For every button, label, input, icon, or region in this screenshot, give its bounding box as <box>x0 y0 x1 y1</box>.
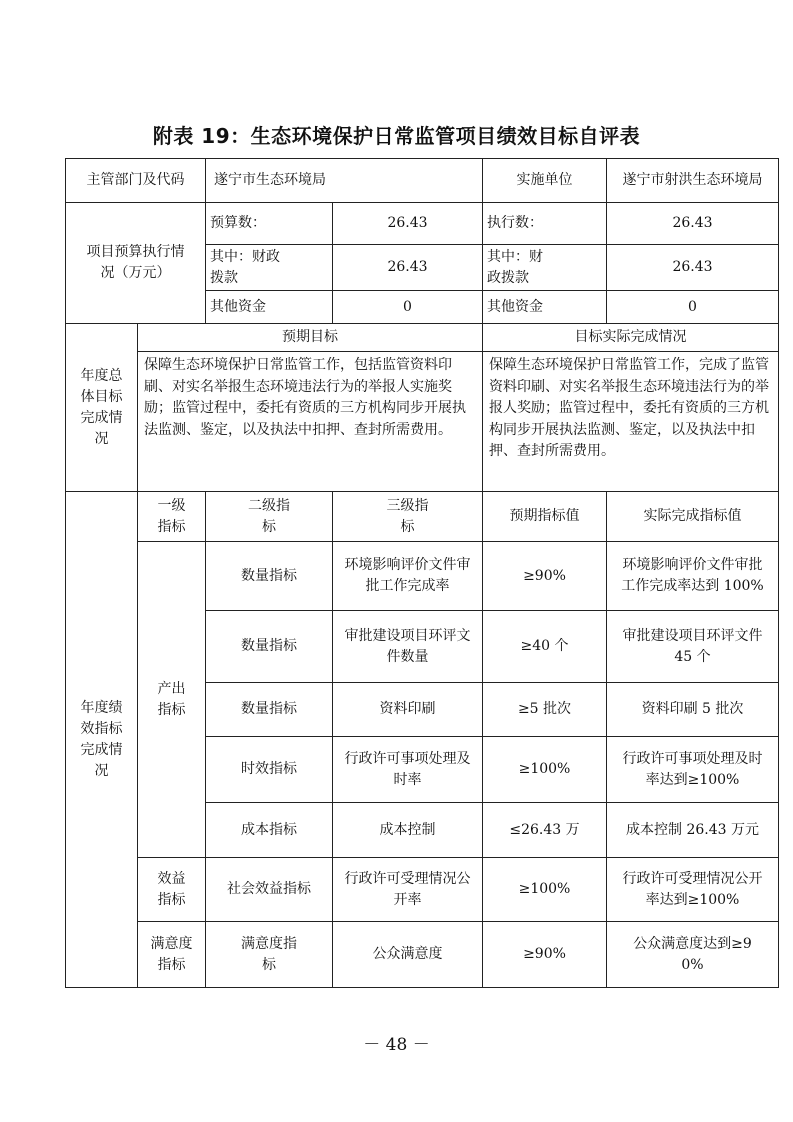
page-title: 附表 19：生态环境保护日常监管项目绩效目标自评表 <box>152 124 641 148</box>
perf-label: 年度绩效指标完成情况 <box>66 492 138 988</box>
actual-cell: 成本控制 26.43 万元 <box>607 803 779 858</box>
expected-cell: ≥100% <box>483 858 607 922</box>
expected-cell: ≥5 批次 <box>483 683 607 737</box>
actual-header: 实际完成指标值 <box>607 492 779 542</box>
budget-plan-value: 26.43 <box>333 245 483 291</box>
group-satisfaction: 满意度指标 <box>138 922 206 988</box>
unit-label: 实施单位 <box>483 159 607 203</box>
budget-exec-label: 其他资金 <box>483 291 607 324</box>
level1-header: 一级指标 <box>138 492 206 542</box>
group-benefit: 效益指标 <box>138 858 206 922</box>
expected-cell: ≤26.43 万 <box>483 803 607 858</box>
annual-actual-text: 保障生态环境保护日常监管工作，完成了监管资料印刷、对实名举报生态环境违法行为的举报人奖励；监管过程中，委托有资质的三方机构同步开展执法监测、鉴定，以及执法中扣押、查封所需费用。 <box>483 352 779 492</box>
group-output: 产出指标 <box>138 542 206 858</box>
actual-cell: 行政许可受理情况公开率达到≥100% <box>607 858 779 922</box>
level3-cell: 公众满意度 <box>333 922 483 988</box>
level3-cell: 审批建设项目环评文件数量 <box>333 611 483 683</box>
level3-cell: 行政许可事项处理及时率 <box>333 737 483 803</box>
budget-exec-value: 26.43 <box>607 245 779 291</box>
budget-plan-label: 预算数： <box>206 203 333 245</box>
table-row <box>66 922 779 988</box>
perf-header-row <box>66 492 779 542</box>
budget-plan-label: 其他资金 <box>206 291 333 324</box>
expected-cell: ≥100% <box>483 737 607 803</box>
budget-plan-label: 其中：财政拨款 <box>206 245 333 291</box>
expected-cell: ≥90% <box>483 922 607 988</box>
budget-exec-value: 26.43 <box>607 203 779 245</box>
budget-exec-value: 0 <box>607 291 779 324</box>
expected-header: 预期指标值 <box>483 492 607 542</box>
budget-label: 项目预算执行情况（万元） <box>66 203 206 324</box>
actual-cell: 环境影响评价文件审批工作完成率达到 100% <box>607 542 779 611</box>
annual-content-row <box>66 352 779 492</box>
level2-cell: 满意度指标 <box>206 922 333 988</box>
budget-plan-value: 26.43 <box>333 203 483 245</box>
annual-plan-text: 保障生态环境保护日常监管工作，包括监管资料印刷、对实名举报生态环境违法行为的举报人实施奖励；监管过程中，委托有资质的三方机构同步开展执法监测、鉴定，以及执法中扣押、查封所需费用。 <box>138 352 483 492</box>
level3-cell: 行政许可受理情况公开率 <box>333 858 483 922</box>
dept-value: 遂宁市生态环境局 <box>206 159 483 203</box>
actual-cell: 资料印刷 5 批次 <box>607 683 779 737</box>
budget-exec-label: 其中：财政拨款 <box>483 245 607 291</box>
level3-cell: 成本控制 <box>333 803 483 858</box>
level2-header: 二级指标 <box>206 492 333 542</box>
header-row <box>66 159 779 203</box>
evaluation-table <box>65 158 779 988</box>
level3-header: 三级指标 <box>333 492 483 542</box>
table-row <box>66 542 779 611</box>
level2-cell: 成本指标 <box>206 803 333 858</box>
budget-row <box>66 203 779 245</box>
annual-plan-header: 预期目标 <box>138 324 483 352</box>
actual-cell: 公众满意度达到≥90% <box>607 922 779 988</box>
annual-label: 年度总体目标完成情况 <box>66 324 138 492</box>
page-number: － 48 － <box>363 1035 430 1055</box>
level3-cell: 环境影响评价文件审批工作完成率 <box>333 542 483 611</box>
level2-cell: 时效指标 <box>206 737 333 803</box>
budget-exec-label: 执行数： <box>483 203 607 245</box>
table-row <box>66 858 779 922</box>
level2-cell: 数量指标 <box>206 542 333 611</box>
level3-cell: 资料印刷 <box>333 683 483 737</box>
level2-cell: 数量指标 <box>206 611 333 683</box>
annual-header-row <box>66 324 779 352</box>
annual-actual-header: 目标实际完成情况 <box>483 324 779 352</box>
dept-label: 主管部门及代码 <box>66 159 206 203</box>
level2-cell: 数量指标 <box>206 683 333 737</box>
level2-cell: 社会效益指标 <box>206 858 333 922</box>
budget-plan-value: 0 <box>333 291 483 324</box>
unit-value: 遂宁市射洪生态环境局 <box>607 159 779 203</box>
actual-cell: 审批建设项目环评文件 45 个 <box>607 611 779 683</box>
expected-cell: ≥90% <box>483 542 607 611</box>
actual-cell: 行政许可事项处理及时率达到≥100% <box>607 737 779 803</box>
expected-cell: ≥40 个 <box>483 611 607 683</box>
